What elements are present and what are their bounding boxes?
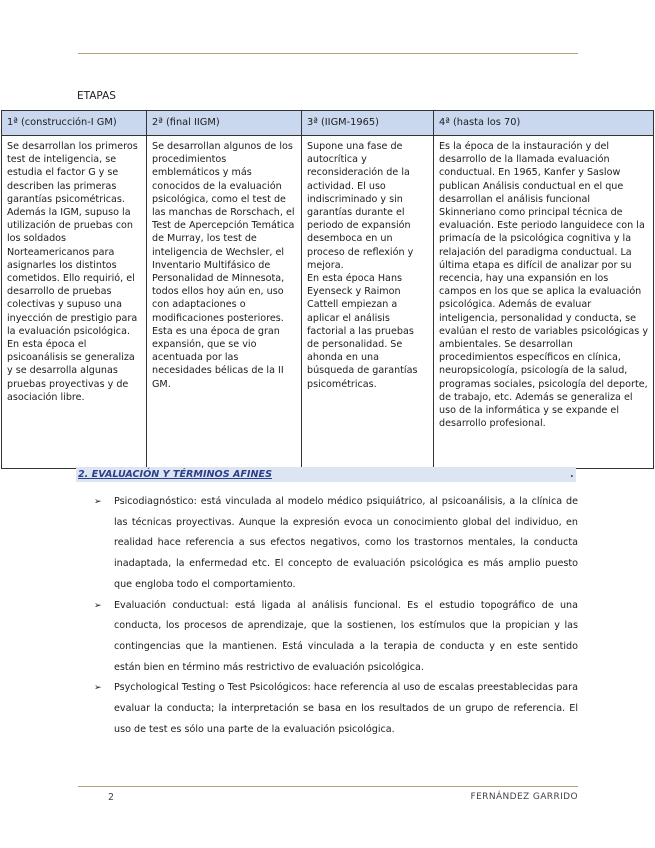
stage-3-header: 3ª (IIGM-1965) — [302, 111, 434, 136]
section-title: 2. EVALUACIÓN Y TÉRMINOS AFINES — [78, 469, 272, 480]
footer-rule — [78, 786, 578, 787]
arrow-bullet-icon: ➢ — [94, 600, 102, 611]
term-psychological-testing: Psychological Testing o Test Psicológicos: hace referencia al uso de escalas preestablecidas para evaluar la conducta; la interpretación se basa en los resultados de un grupo de referencia. El uso de test es sólo una parte de la evaluación psicológica. — [114, 682, 578, 735]
stage-2-header: 2ª (final IIGM) — [147, 111, 302, 136]
term-evaluacion-conductual: Evaluación conductual: está ligada al análisis funcional. Es el estudio topográfico de una conducta, los procesos de aprendizaje, que la sostienen, los estímulos que la propician y las contingencias que la mantienen. Está vinculada a la terapia de conducta y en este sentido están bien en término más restrictivo de evaluación psicológica. — [114, 599, 578, 673]
page-number: 2 — [108, 792, 115, 803]
section-trailing-dot: . — [570, 469, 574, 480]
stage-1-header: 1ª (construcción-I GM) — [2, 111, 147, 136]
arrow-bullet-icon: ➢ — [94, 497, 102, 507]
list-item — [94, 678, 578, 740]
list-item — [94, 492, 578, 596]
list-item — [94, 596, 578, 679]
stages-table — [1, 110, 654, 469]
terms-list — [94, 492, 578, 740]
stage-3-description: Supone una fase de autocrítica y reconsideración de la actividad. El uso indiscriminado y sin garantías durante el periodo de expansión desemboca en un proceso de reflexión y mejora. En esta época Hans Eyenseck y Raimon Cattell empiezan a aplicar el análisis factorial a las pruebas de personalidad. Se ahonda en una búsqueda de garantías psicométricas. — [302, 136, 434, 469]
stage-4-description: Es la época de la instauración y del desarrollo de la llamada evaluación conductual. En 1965, Kanfer y Saslow publican Análisis conductual en el que desarrollan el análisis funcional Skinneriano como principal técnica de evaluación. Este periodo languidece con la primacía de la psicológica cognitiva y la relajación del paradigma conductual. La última etapa es difícil de analizar por su recencia, hay una expansión en los campos en los que se aplica la evaluación psicológica. Además de evaluar inteligencia, personalidad y conducta, se evalúan el resto de variables psicológicas y ambientales. Se desarrollan procedimientos específicos en clínica, neuropsicología, psicología de la salud, programas sociales, psicología del deporte, de trabajo, etc. Además se generaliza el uso de la informática y se expande el desarrollo profesional. — [434, 136, 654, 469]
section-heading — [76, 467, 576, 482]
stage-2-description: Se desarrollan algunos de los procedimientos emblemáticos y más conocidos de la evaluación psicológica, como el test de las manchas de Rorschach, el Test de Apercepción Temática de Murray, los test de inteligencia de Wechsler, el Inventario Multifásico de Personalidad de Minnesota, todos ellos hoy aún en, uso con adaptaciones o modificaciones posteriores. Esta es una época de gran expansión, que se vio acentuada por las necesidades bélicas de la II GM. — [147, 136, 302, 469]
term-psicodiagnostico: Psicodiagnóstico: está vinculada al modelo médico psiquiátrico, al psicoanálisis, a la clínica de las técnicas proyectivas. Aunque la expresión evoca un conocimiento global del individuo, en realidad hace referencia a sus efectos negativos, como los trastornos mentales, la conducta inadaptada, la enfermedad etc. El concepto de evaluación psicológica es más amplio puesto que engloba todo el comportamiento. — [114, 496, 578, 590]
header-rule — [78, 53, 578, 54]
stage-4-header: 4ª (hasta los 70) — [434, 111, 654, 136]
stages-body-row — [2, 136, 654, 469]
arrow-bullet-icon: ➢ — [94, 683, 102, 694]
stage-1-description: Se desarrollan los primeros test de inteligencia, se estudia el factor G y se describen las primeras garantías psicométricas. Además la IGM, supuso la utilización de pruebas con los soldados Norteamericanos para asignarles los distintos cometidos. Ello requirió, el desarrollo de pruebas colectivas y supuso una inyección de prestigio para la evaluación psicológica. En esta época el psicoanálisis se generaliza y se desarrolla algunas pruebas proyectivas y de asociación libre. — [2, 136, 147, 469]
footer-author: FERNÁNDEZ GARRIDO — [470, 792, 578, 802]
etapas-label: ETAPAS — [77, 90, 116, 102]
stages-header-row — [2, 111, 654, 136]
